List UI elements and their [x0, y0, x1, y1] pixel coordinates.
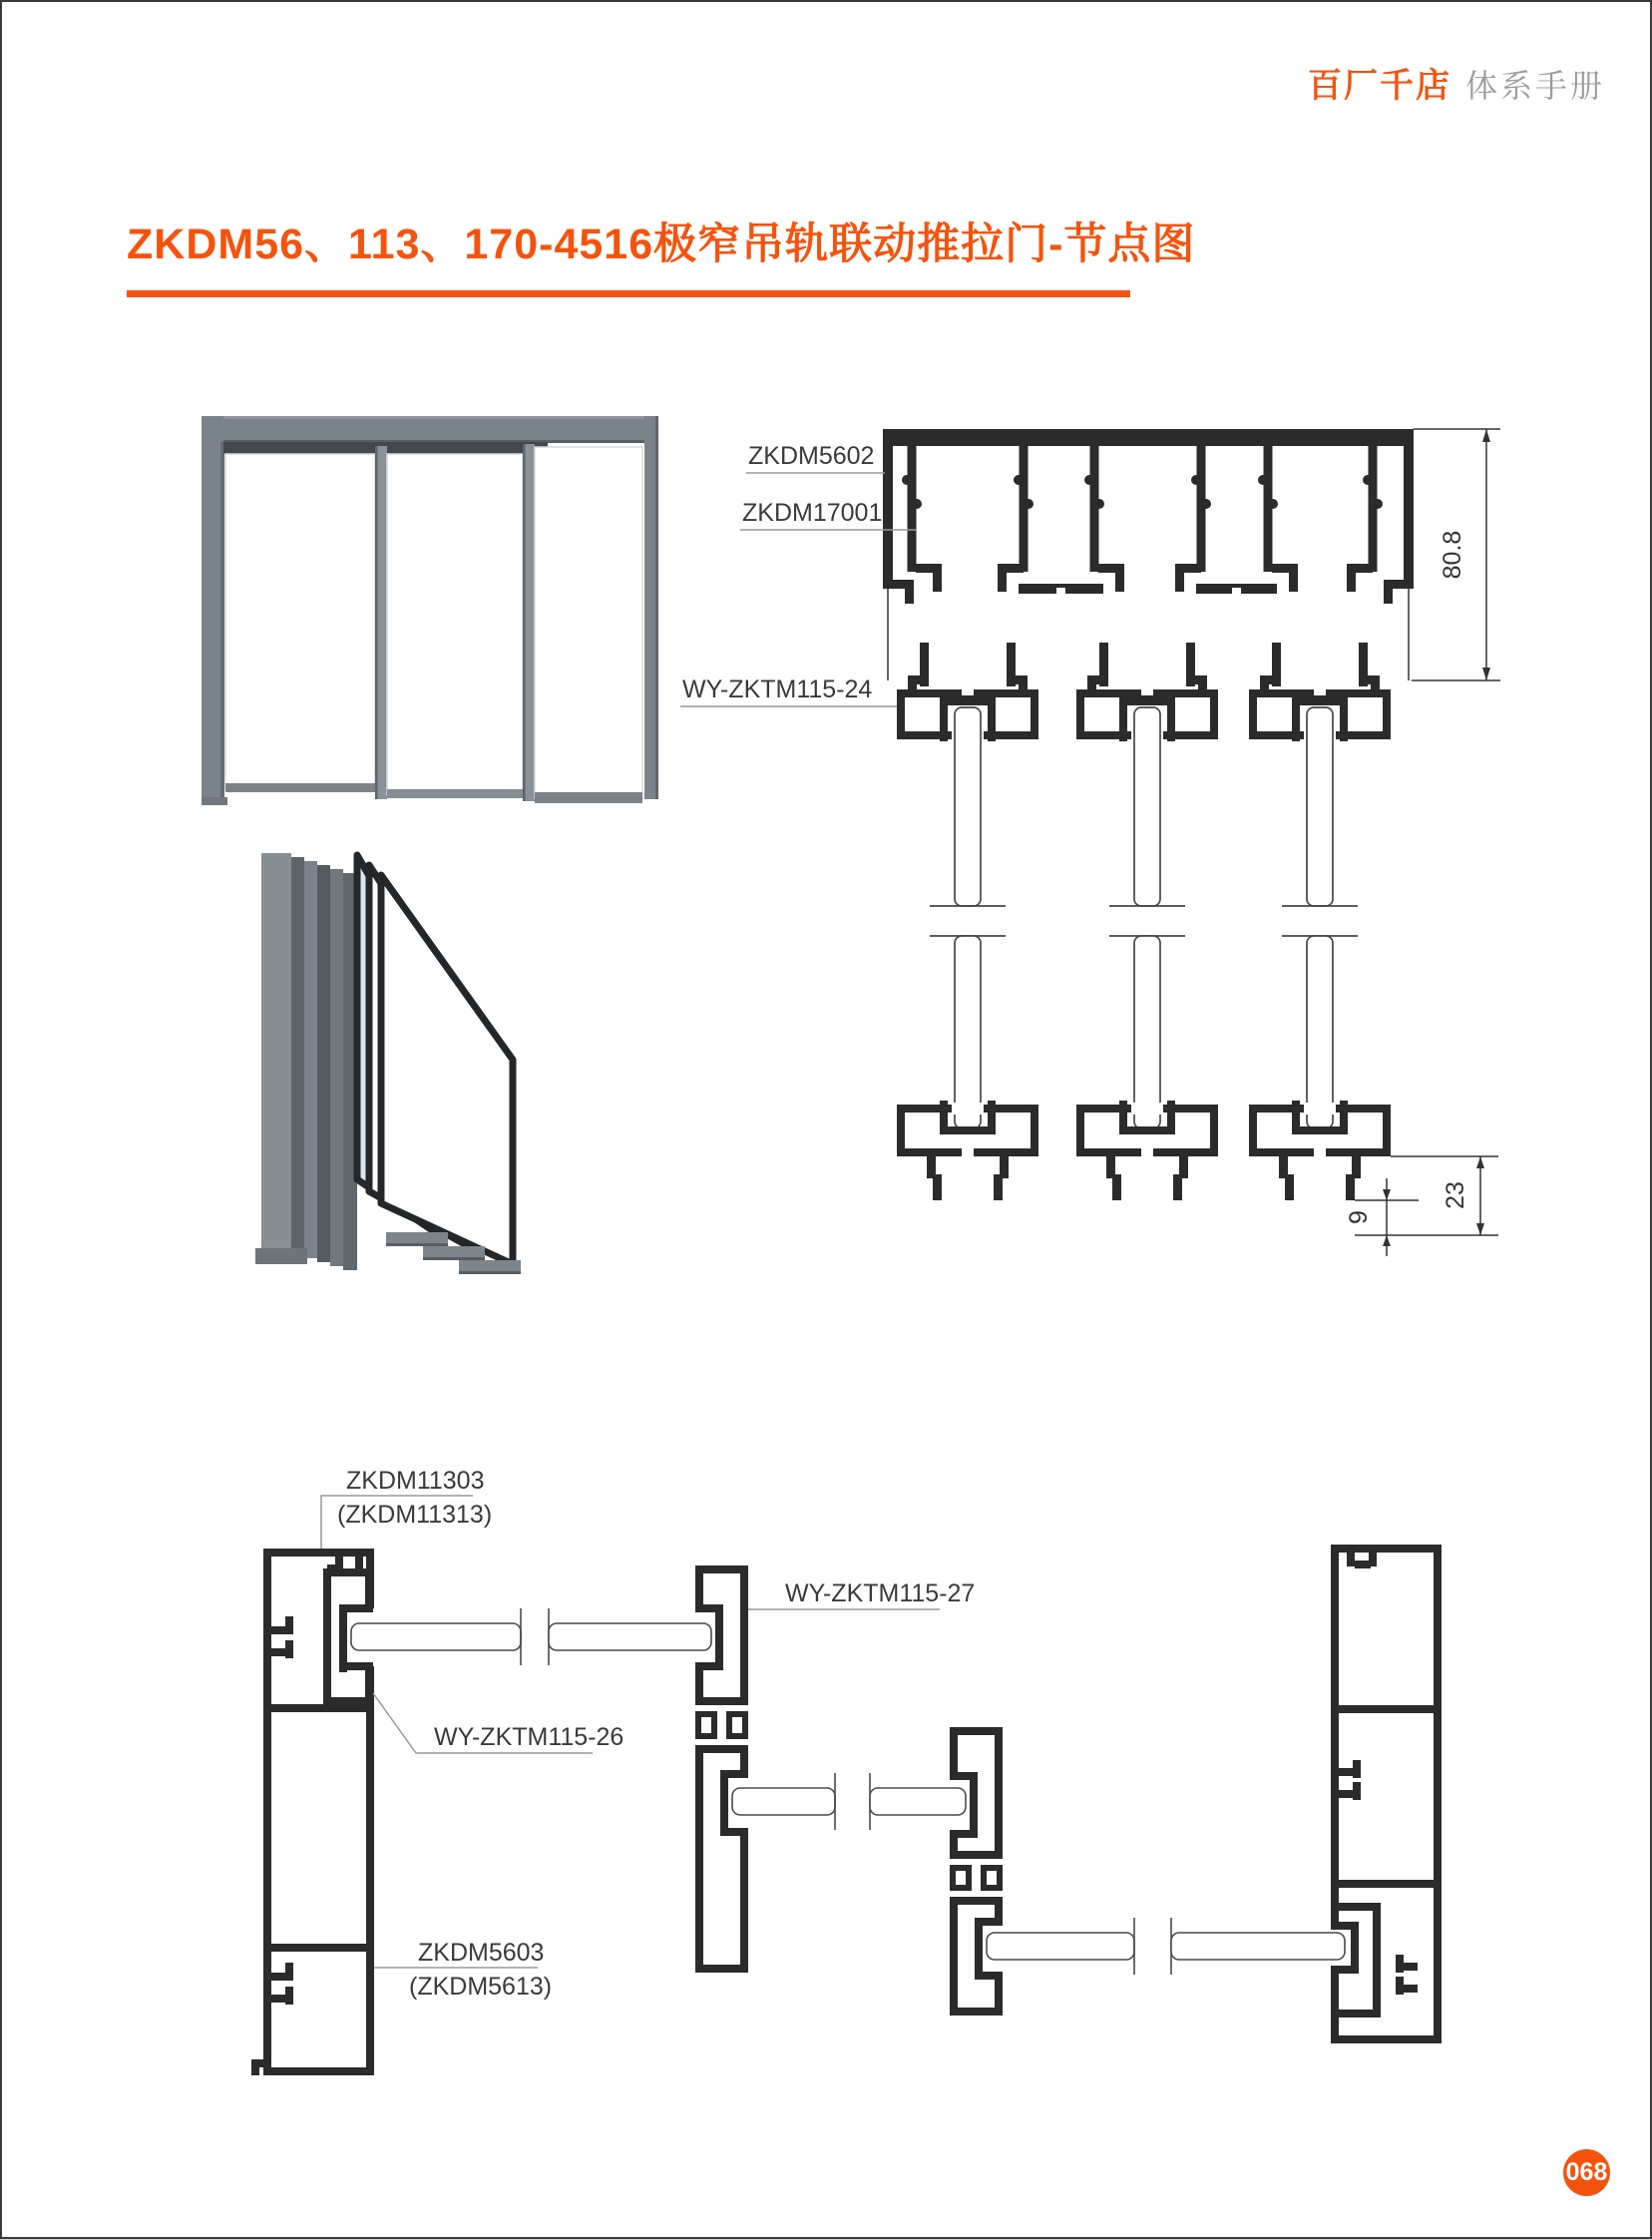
page-title: ZKDM56、113、170-4516极窄吊轨联动推拉门-节点图 — [127, 221, 1196, 268]
manual-name-text: 体系手册 — [1464, 68, 1605, 104]
top-track-profile — [883, 429, 1414, 680]
interlock-b-profile — [948, 1727, 1005, 2015]
label-track: ZKDM5602 — [748, 442, 875, 470]
door-elevation-render — [202, 416, 670, 815]
label-jamb-alt: (ZKDM11313) — [337, 1501, 493, 1529]
title-underline — [127, 290, 1130, 297]
brand-logo-text: 百厂千店 — [1307, 67, 1451, 105]
plan-labels — [321, 1467, 975, 2001]
label-bottom-rail: ZKDM5603 — [418, 1939, 545, 1967]
page-header — [1308, 58, 1605, 107]
section-labels — [680, 442, 916, 706]
dim-80-8: 80.8 — [1439, 530, 1466, 580]
label-carrier: WY-ZKTM115-26 — [434, 1723, 624, 1751]
plan-section-drawing — [251, 1459, 1458, 2077]
vertical-section-drawing — [620, 416, 1518, 1274]
dim-9: 9 — [1345, 1210, 1373, 1224]
label-interlock: WY-ZKTM115-27 — [785, 1579, 976, 1607]
label-bottom-rail-alt: (ZKDM5613) — [409, 1973, 553, 2001]
right-jamb-profile — [1329, 1545, 1442, 2043]
label-insert: ZKDM17001 — [742, 499, 883, 527]
dim-23: 23 — [1442, 1181, 1469, 1209]
label-jamb: ZKDM11303 — [346, 1467, 485, 1495]
page-number-badge — [1563, 2149, 1610, 2196]
glass-panes — [357, 855, 513, 1264]
plan-glass-panes — [351, 1608, 1345, 1975]
track-column — [255, 853, 357, 1270]
label-top-clamp: WY-ZKTM115-24 — [682, 675, 873, 703]
glass-corner-render — [241, 835, 576, 1279]
dim-track-height — [1412, 429, 1500, 680]
door-panels — [202, 444, 642, 805]
page-number: 068 — [1565, 2158, 1608, 2186]
dim-bottom-offsets — [1345, 1156, 1498, 1256]
